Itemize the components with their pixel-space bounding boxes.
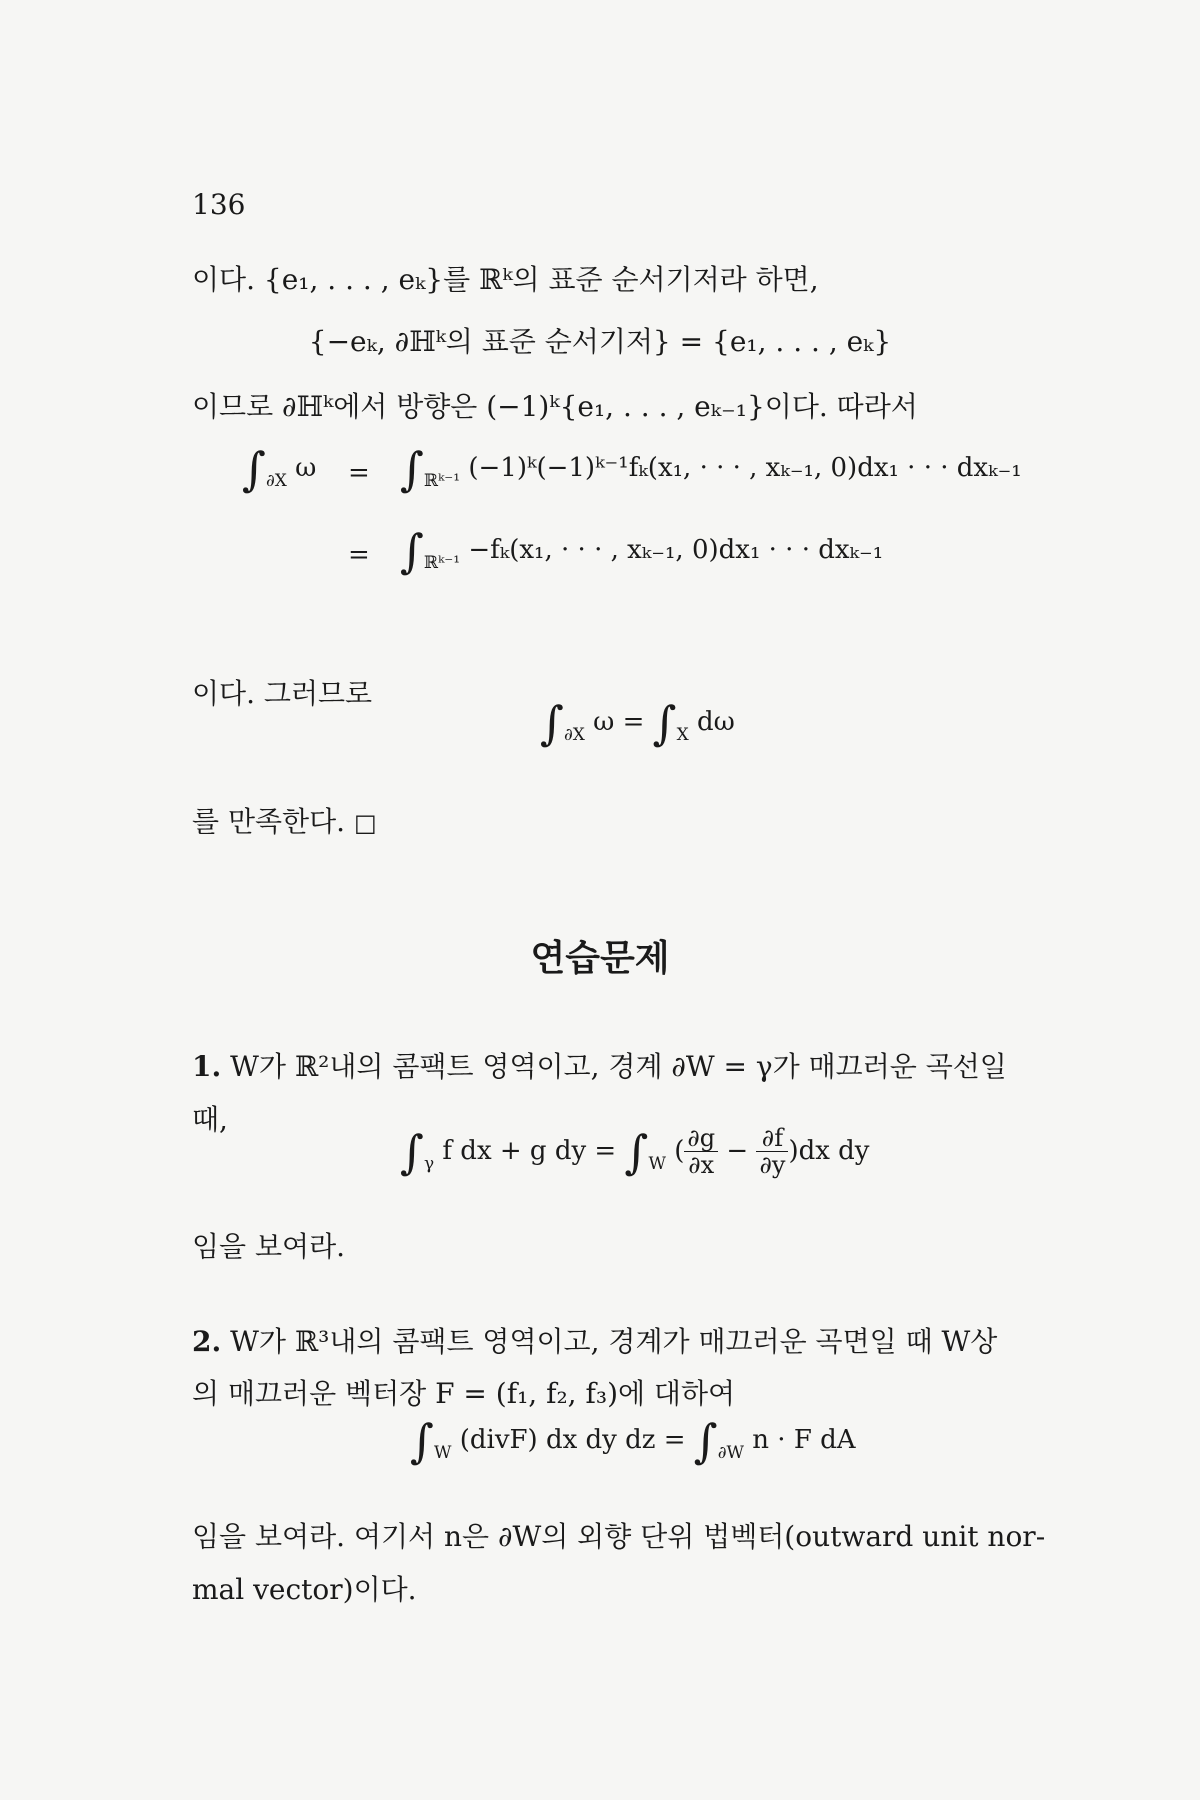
fraction-dg-dx: [684, 1125, 718, 1179]
problem-2-statement: W가 ℝ³내의 콤팩트 영역이고, 경계가 매끄러운 곡면일 때 W상: [230, 1325, 998, 1358]
integral-subscript: γ: [423, 1153, 435, 1174]
integral-sign: ∫: [410, 1414, 434, 1468]
equation-2-relation: =: [348, 540, 370, 570]
integral-sign: ∫: [400, 1124, 424, 1179]
integral-sign: ∫: [400, 524, 424, 578]
integral-sign: ∫: [242, 442, 266, 496]
integrand: (−1)ᵏ(−1)ᵏ⁻¹fₖ(x₁, · · · , xₖ₋₁, 0)dx₁ · · · dxₖ₋₁: [468, 453, 1022, 483]
text-line-5: [192, 800, 377, 840]
open-paren: (: [674, 1135, 685, 1166]
problem-2-equation: [410, 1414, 856, 1468]
problem-1-end: 임을 보여라.: [192, 1230, 346, 1263]
equation-basis: {−eₖ, ∂ℍᵏ의 표준 순서기저} = {e₁, . . . , eₖ}: [308, 325, 892, 358]
page-number: 136: [192, 188, 246, 221]
problem-1-statement: W가 ℝ²내의 콤팩트 영역이고, 경계 ∂W = γ가 매끄러운 곡선일: [230, 1050, 1007, 1083]
integral-subscript: ∂X: [563, 725, 585, 745]
text-line-3: 이므로 ∂ℍᵏ에서 방향은 (−1)ᵏ{e₁, . . . , eₖ₋₁}이다. 따라서: [192, 390, 918, 423]
integral-subscript: ℝᵏ⁻¹: [423, 471, 461, 491]
integral-subscript: ∂X: [265, 471, 287, 491]
minus-sign: −: [726, 1135, 749, 1166]
integral-subscript: W: [433, 1443, 452, 1463]
integral-sign: ∫: [624, 1124, 649, 1179]
problem-2-label: 2.: [192, 1325, 222, 1358]
integral-subscript: ∂W: [717, 1443, 745, 1463]
fraction-df-dy: [756, 1125, 788, 1179]
problem-2-text-2: 의 매끄러운 벡터장 F = (f₁, f₂, f₃)에 대하여: [192, 1377, 736, 1410]
equation-stokes: [540, 696, 735, 750]
integral-subscript: X: [676, 725, 689, 745]
close-paren-dxdy: )dx dy: [788, 1135, 870, 1166]
integral-subscript: W: [648, 1153, 666, 1174]
numerator: ∂f: [756, 1125, 788, 1152]
problem-2-text: [192, 1320, 997, 1360]
problem-2-end-2: mal vector)이다.: [192, 1573, 417, 1606]
text-satisfies: 를 만족한다.: [192, 805, 346, 838]
integral-subscript: ℝᵏ⁻¹: [423, 553, 461, 573]
integral-sign: ∫: [400, 442, 424, 496]
integral-sign: ∫: [540, 696, 564, 750]
equation-1-lhs: [242, 442, 317, 496]
denominator: ∂x: [688, 1151, 715, 1180]
denominator: ∂y: [759, 1151, 786, 1180]
problem-1-text-2: 때,: [192, 1103, 228, 1136]
equation-end: dω: [697, 707, 735, 737]
problem-2-end-1: 임을 보여라. 여기서 n은 ∂W의 외향 단위 법벡터(outward unit nor-: [192, 1520, 1046, 1553]
numerator: ∂g: [684, 1125, 718, 1152]
problem-1-text: [192, 1045, 1007, 1085]
text-line-4: 이다. 그러므로: [192, 677, 373, 710]
equation-left: (divF) dx dy dz =: [459, 1425, 686, 1455]
integrand: ω: [295, 453, 317, 483]
exercises-heading: 연습문제: [530, 938, 670, 979]
equation-1-relation: =: [348, 458, 370, 488]
integral-sign: ∫: [693, 1414, 718, 1468]
integrand: −fₖ(x₁, · · · , xₖ₋₁, 0)dx₁ · · · dxₖ₋₁: [468, 535, 884, 565]
problem-1-equation: [400, 1125, 869, 1179]
integral-sign: ∫: [652, 696, 677, 750]
equation-right: n · F dA: [752, 1425, 856, 1455]
equation-middle: ω =: [593, 707, 645, 737]
problem-1-label: 1.: [192, 1050, 222, 1083]
equation-left: f dx + g dy =: [442, 1135, 617, 1166]
equation-2-rhs: [400, 524, 884, 578]
qed-symbol: □: [353, 809, 377, 837]
text-line-1: 이다. {e₁, . . . , eₖ}를 ℝᵏ의 표준 순서기저라 하면,: [192, 263, 819, 296]
equation-1-rhs: [400, 442, 1022, 496]
